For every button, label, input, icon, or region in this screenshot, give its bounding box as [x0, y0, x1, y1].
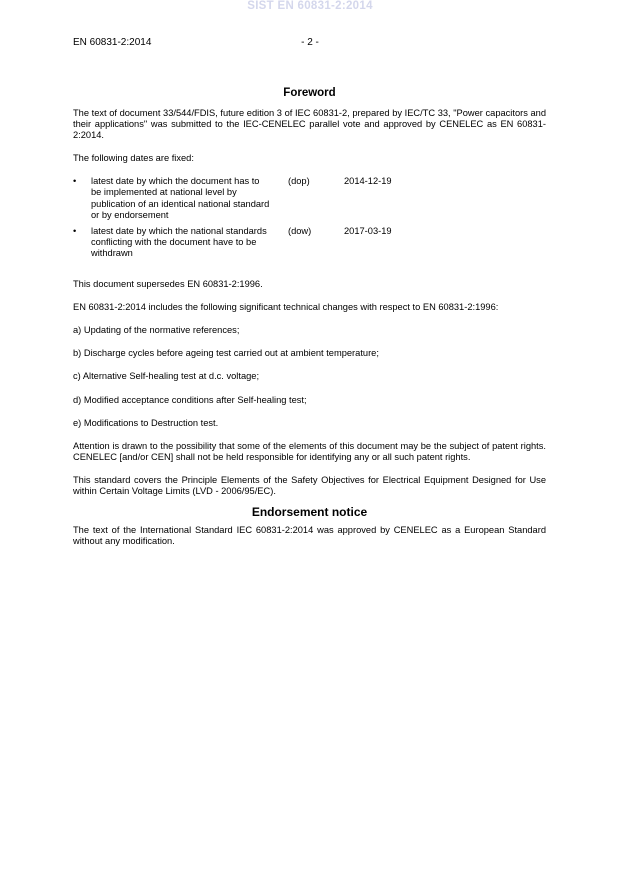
lvd-paragraph: This standard covers the Principle Elements of the Safety Objectives for Electrical Equipment Designed for Use within Certain Voltage Limits (LVD - 2006/95/EC).: [73, 474, 546, 496]
change-item: e) Modifications to Destruction test.: [73, 417, 219, 428]
changes-intro: EN 60831-2:2014 includes the following significant technical changes with respect to EN 60831-2:1996:: [73, 302, 499, 313]
date-abbreviation: (dow): [288, 225, 312, 236]
patent-paragraph: Attention is drawn to the possibility that some of the elements of this document may be the subject of patent rights. CENELEC [and/or CEN] shall not be held responsible for identifying any or all such patent rights.: [73, 440, 546, 462]
watermark: SIST EN 60831-2:2014: [247, 0, 373, 12]
date-item-dop: [73, 176, 546, 220]
header-page-number: - 2 -: [301, 37, 319, 48]
header-doc-id: EN 60831-2:2014: [73, 37, 152, 48]
supersedes-paragraph: This document supersedes EN 60831-2:1996.: [73, 279, 263, 290]
foreword-title: Foreword: [283, 87, 336, 99]
bullet-icon: •: [73, 225, 77, 236]
page-content: [73, 86, 546, 559]
date-description: latest date by which the document has to be implemented at national level by publication of an identical national standard or by endorsement: [91, 176, 270, 220]
date-item-dow: [73, 226, 546, 259]
dates-list: [73, 176, 546, 259]
change-item: c) Alternative Self-healing test at d.c. voltage;: [73, 371, 260, 382]
date-value: 2014-12-19: [344, 176, 392, 187]
change-item: b) Discharge cycles before ageing test carried out at ambient temperature;: [73, 348, 379, 359]
change-item: a) Updating of the normative references;: [73, 325, 240, 336]
date-abbreviation: (dop): [288, 176, 310, 187]
endorsement-title: Endorsement notice: [251, 505, 368, 520]
bullet-icon: •: [73, 176, 77, 187]
change-item: d) Modified acceptance conditions after Self-healing test;: [73, 394, 307, 405]
date-value: 2017-03-19: [344, 225, 392, 236]
dates-intro: The following dates are fixed:: [73, 153, 194, 164]
endorsement-text: The text of the International Standard IEC 60831-2:2014 was approved by CENELEC as a European Standard without any modification.: [73, 525, 546, 547]
date-description: latest date by which the national standards conflicting with the document have to be withdrawn: [91, 225, 267, 258]
foreword-intro-paragraph: The text of document 33/544/FDIS, future edition 3 of IEC 60831-2, prepared by IEC/TC 33, "Power capacitors and their applications" was submitted to the IEC-CENELEC parallel vote and approved by CENELEC as EN 60831-2:2014.: [73, 108, 546, 141]
